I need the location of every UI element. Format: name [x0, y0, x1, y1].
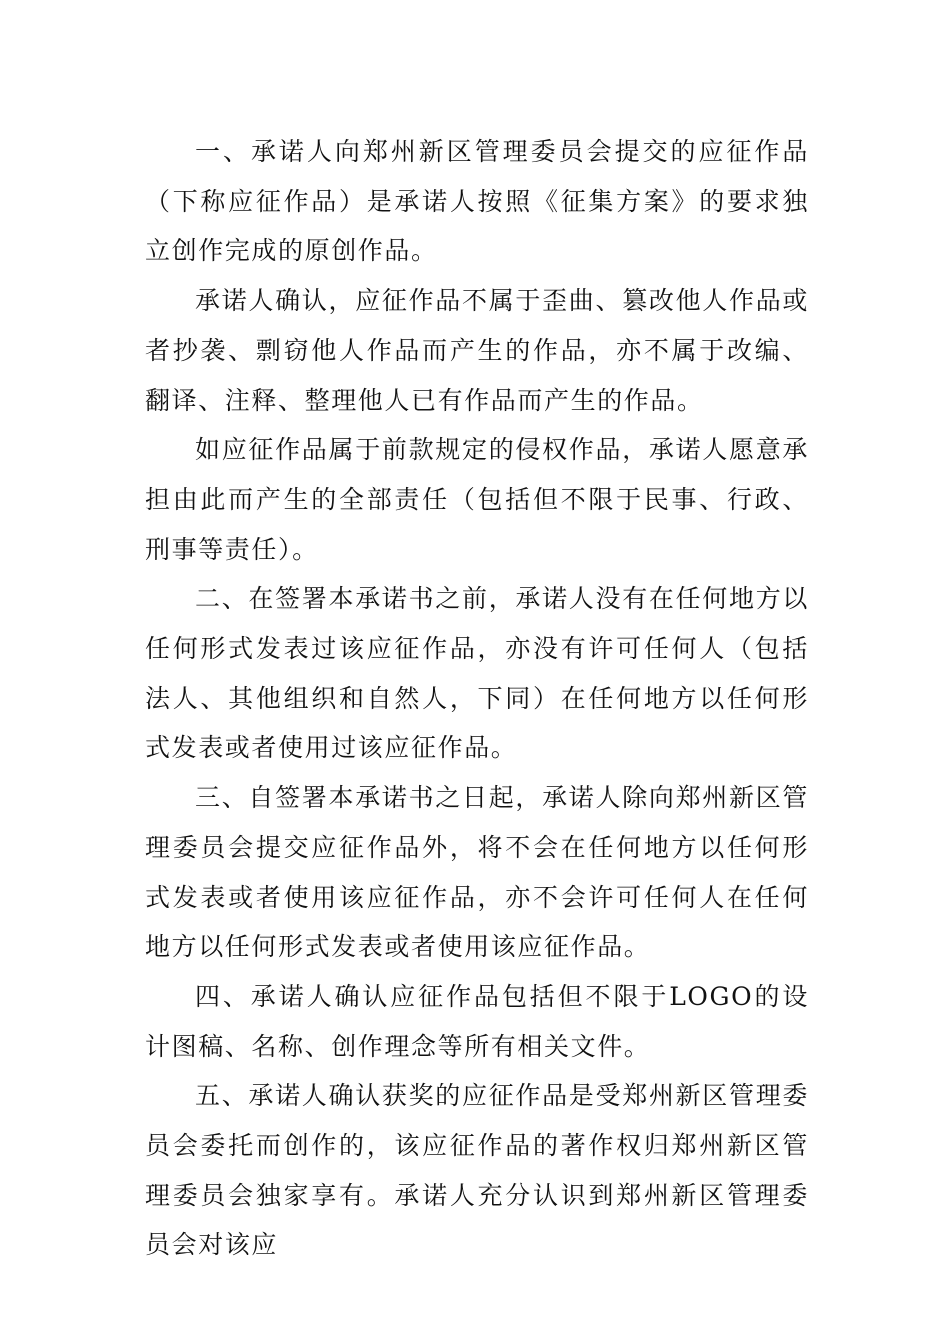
paragraph-clause-1-confirmation: 承诺人确认，应征作品不属于歪曲、篡改他人作品或者抄袭、剽窃他人作品而产生的作品，亦不属于改编、翻译、注释、整理他人已有作品而产生的作品。 — [145, 286, 809, 415]
paragraph-clause-5: 五、承诺人确认获奖的应征作品是受郑州新区管理委员会委托而创作的，该应征作品的著作权归郑州新区管理委员会独家享有。承诺人充分认识到郑州新区管理委员会对该应 — [145, 1081, 809, 1260]
paragraph-clause-1: 一、承诺人向郑州新区管理委员会提交的应征作品（下称应征作品）是承诺人按照《征集方案》的要求独立创作完成的原创作品。 — [145, 137, 809, 266]
document-body — [145, 127, 809, 1270]
paragraph-clause-2: 二、在签署本承诺书之前，承诺人没有在任何地方以任何形式发表过该应征作品，亦没有许可任何人（包括法人、其他组织和自然人，下同）在任何地方以任何形式发表或者使用过该应征作品。 — [145, 584, 809, 763]
paragraph-clause-1-liability: 如应征作品属于前款规定的侵权作品，承诺人愿意承担由此而产生的全部责任（包括但不限于民事、行政、刑事等责任）。 — [145, 435, 809, 564]
paragraph-clause-3: 三、自签署本承诺书之日起，承诺人除向郑州新区管理委员会提交应征作品外，将不会在任何地方以任何形式发表或者使用该应征作品，亦不会许可任何人在任何地方以任何形式发表或者使用该应征作品。 — [145, 783, 809, 962]
paragraph-clause-4: 四、承诺人确认应征作品包括但不限于LOGO的设计图稿、名称、创作理念等所有相关文件。 — [145, 981, 809, 1061]
